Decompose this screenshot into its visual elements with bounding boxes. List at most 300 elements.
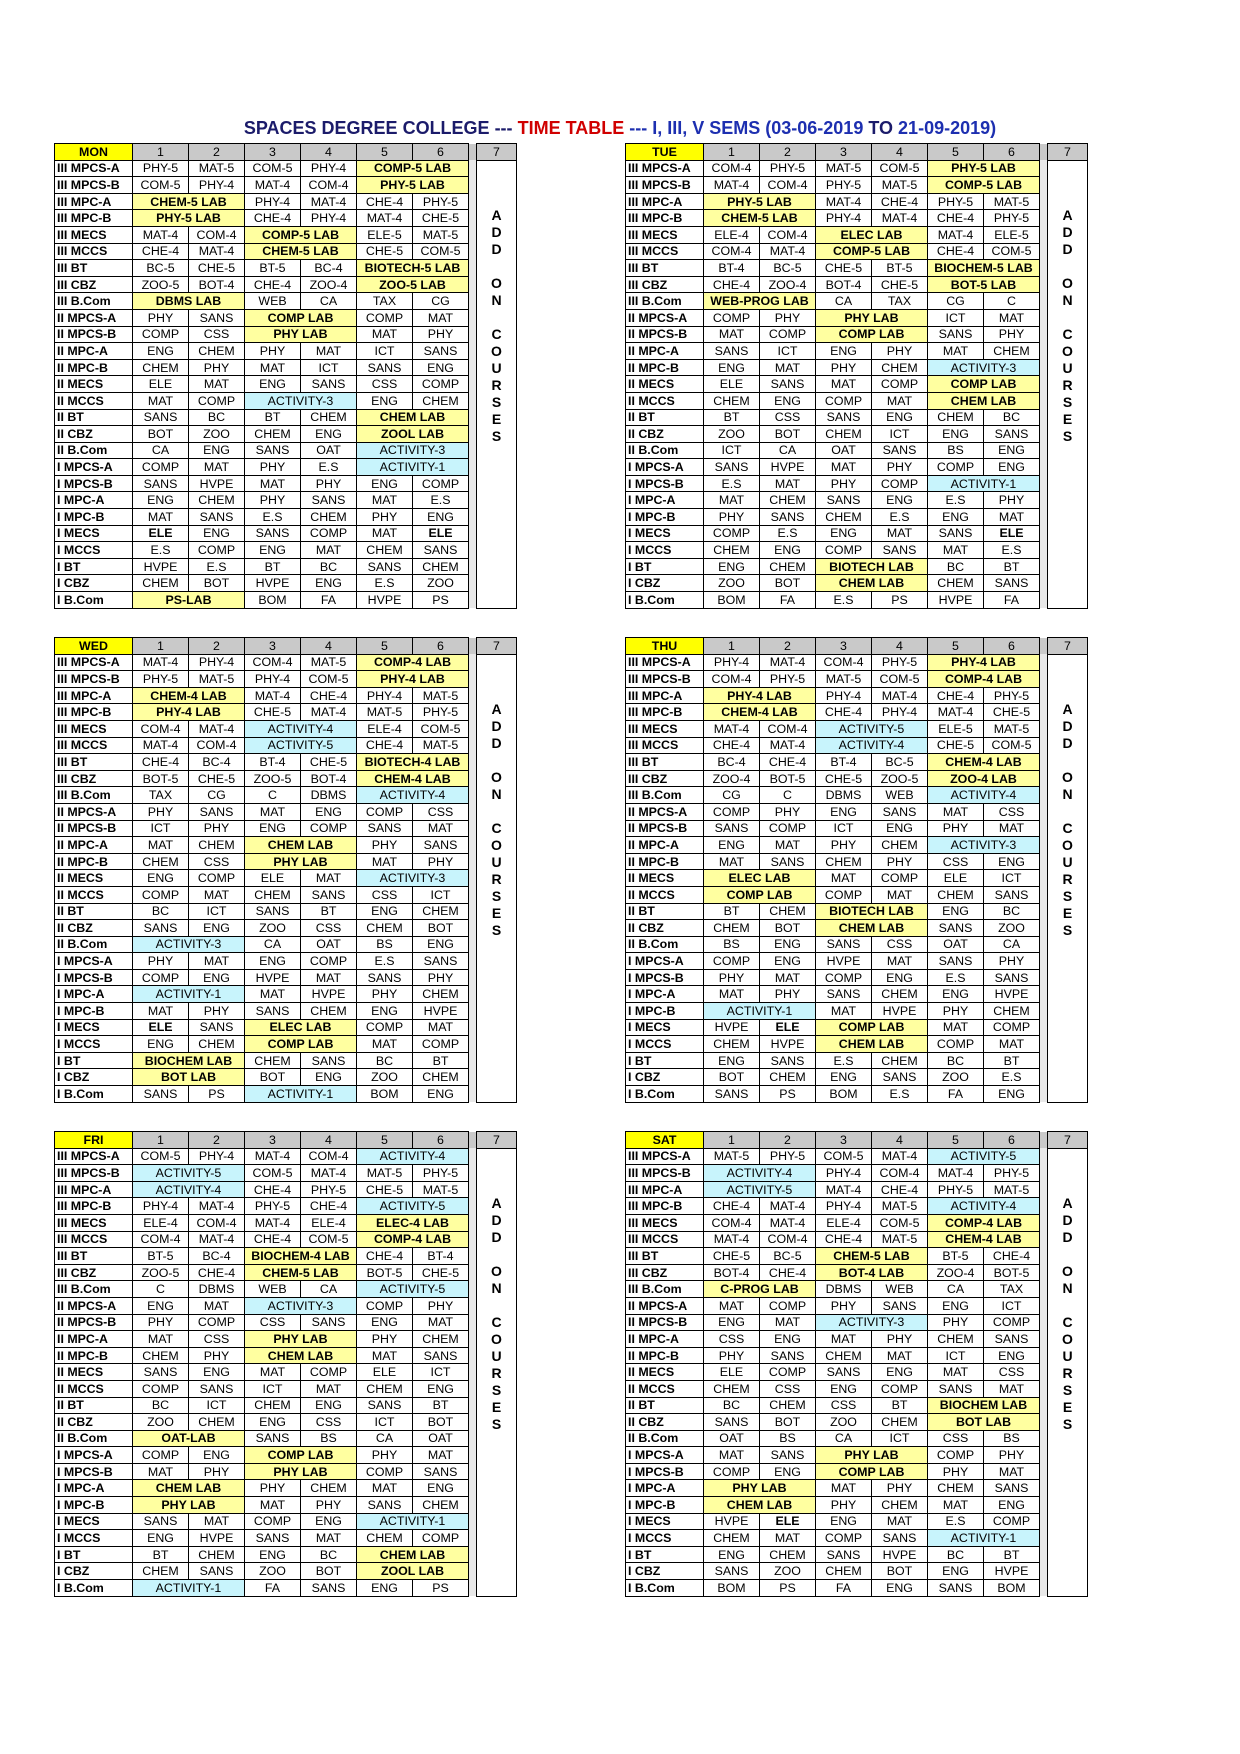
table-row [626,542,1088,559]
day-table-wed [54,637,517,1103]
subject-cell: BS [301,1430,357,1447]
subject-cell: BOM [704,1580,760,1597]
subject-cell: BT [704,903,760,920]
table-row [626,376,1088,393]
lab-slot: CHEM-4 LAB [928,1231,1040,1248]
subject-cell: SANS [760,853,816,870]
add-on-letter: R [1062,1364,1073,1381]
subject-cell: CHEM [816,1563,872,1580]
table-row [55,1447,517,1464]
add-on-courses-column [1048,1148,1088,1596]
table-row [55,1463,517,1480]
class-name: II B.Com [626,442,704,459]
subject-cell: COMP [704,525,760,542]
table-row [55,210,517,227]
subject-cell: SANS [357,558,413,575]
subject-cell: MAT-5 [816,160,872,177]
activity-slot: ACTIVITY-3 [357,870,469,887]
subject-cell: SANS [984,1331,1040,1348]
subject-cell: PHY [816,1297,872,1314]
class-name: I CBZ [626,1069,704,1086]
table-row [626,837,1088,854]
period-number: 7 [477,1132,517,1149]
period-number: 2 [760,1132,816,1149]
subject-cell: SANS [704,1414,760,1431]
class-name: II MPC-B [626,853,704,870]
subject-cell: ENG [301,1069,357,1086]
subject-cell: ENG [245,820,301,837]
subject-cell: PHY [133,1314,189,1331]
subject-cell: BOT [413,1414,469,1431]
subject-cell: CHEM [872,1497,928,1514]
subject-cell: MAT [413,1314,469,1331]
subject-cell: BT [704,409,760,426]
gap-cell [469,509,477,526]
subject-cell: ENG [301,803,357,820]
class-name: III CBZ [55,770,133,787]
table-row [55,1036,517,1053]
subject-cell: ZOO-5 [133,1264,189,1281]
subject-cell: CHE-5 [301,754,357,771]
subject-cell: OAT [928,936,984,953]
subject-cell: CHE-5 [245,704,301,721]
subject-cell: CA [760,442,816,459]
table-row [55,720,517,737]
subject-cell: ICT [189,1397,245,1414]
table-row [55,1331,517,1348]
lab-slot: PHY-4 LAB [357,671,469,688]
subject-cell: C [133,1281,189,1298]
class-name: III MECS [626,720,704,737]
activity-slot: ACTIVITY-4 [357,787,469,804]
subject-cell: PS [413,1580,469,1597]
subject-cell: CHEM [760,1546,816,1563]
gap-cell [1040,1003,1048,1020]
subject-cell: ENG [189,525,245,542]
gap-cell [1040,1052,1048,1069]
subject-cell: CSS [760,409,816,426]
subject-cell: MAT [816,376,872,393]
table-row [55,1181,517,1198]
table-row [626,193,1088,210]
class-name: I CBZ [626,1563,704,1580]
subject-cell: CHEM [357,1530,413,1547]
table-row [626,1036,1088,1053]
subject-cell: E.S [301,459,357,476]
subject-cell: E.S [928,492,984,509]
subject-cell: CHEM [357,1380,413,1397]
add-on-letter: A [1062,700,1073,717]
subject-cell: CHEM [704,920,760,937]
gap-cell [1040,1148,1048,1165]
subject-cell: E.S [984,1069,1040,1086]
table-row [626,276,1088,293]
subject-cell: MAT-4 [704,1231,760,1248]
subject-cell: BT [413,1397,469,1414]
lab-slot: PHY-5 LAB [133,210,245,227]
subject-cell: COM-5 [133,1148,189,1165]
subject-cell: WEB [872,1281,928,1298]
table-row [626,1430,1088,1447]
gap-cell [1040,920,1048,937]
subject-cell: CHE-5 [984,704,1040,721]
subject-cell: CSS [816,1397,872,1414]
gap-cell [1040,1414,1048,1431]
subject-cell: ENG [357,475,413,492]
lab-slot: CHEM-4 LAB [704,704,816,721]
table-row [626,442,1088,459]
subject-cell: MAT [984,1463,1040,1480]
lab-slot: CHEM LAB [245,837,357,854]
table-row [626,671,1088,688]
gap-cell [1040,969,1048,986]
activity-slot: ACTIVITY-3 [245,392,357,409]
subject-cell: PHY [189,1347,245,1364]
gap-cell [469,1480,477,1497]
subject-cell: MAT [413,309,469,326]
subject-cell: ENG [984,853,1040,870]
add-on-letter: S [1062,887,1073,904]
subject-cell: HVPE [928,592,984,609]
class-name: III B.Com [55,787,133,804]
class-name: I MPC-A [626,1480,704,1497]
subject-cell: PHY [984,326,1040,343]
subject-cell: CHE-5 [189,770,245,787]
subject-cell: MAT-5 [984,1181,1040,1198]
gap-cell [1040,392,1048,409]
day-table-thu [625,637,1088,1103]
subject-cell: CHEM [189,343,245,360]
lab-slot: ELEC-4 LAB [357,1214,469,1231]
subject-cell: MAT-4 [872,210,928,227]
subject-cell: MAT-4 [872,687,928,704]
gap-cell [469,787,477,804]
class-name: I MPCS-A [55,459,133,476]
gap-cell [1040,671,1048,688]
subject-cell: CHEM [816,1347,872,1364]
subject-cell: CHE-4 [301,1198,357,1215]
subject-cell: BC [189,409,245,426]
table-row [55,969,517,986]
add-on-letter: A [491,206,502,223]
subject-cell: CHEM [872,1414,928,1431]
subject-cell: ELE-5 [984,226,1040,243]
activity-slot: ACTIVITY-3 [133,936,245,953]
gap-cell [1040,1297,1048,1314]
subject-cell: ELE-4 [816,1214,872,1231]
activity-slot: ACTIVITY-1 [928,475,1040,492]
add-on-letter [478,1297,515,1314]
table-row [626,260,1088,277]
table-row [55,409,517,426]
class-name: III CBZ [55,1264,133,1281]
subject-cell: BOT [760,426,816,443]
subject-cell: MAT [704,1447,760,1464]
subject-cell: COM-5 [133,177,189,194]
subject-cell: PS [760,1580,816,1597]
add-on-courses-column [1048,654,1088,1102]
subject-cell: MAT-5 [984,193,1040,210]
subject-cell: PHY-5 [928,1181,984,1198]
subject-cell: COM-4 [760,177,816,194]
subject-cell: CHEM [189,1546,245,1563]
subject-cell: COM-5 [413,720,469,737]
gap-cell [469,1297,477,1314]
subject-cell: ENG [413,936,469,953]
lab-slot: PHY LAB [245,1331,357,1348]
table-row [626,737,1088,754]
lab-slot: PHY LAB [704,1480,816,1497]
table-row [626,1052,1088,1069]
add-on-letter: O [491,768,502,785]
subject-cell: COMP [816,542,872,559]
class-name: II MECS [55,1364,133,1381]
gap-cell [469,160,477,177]
subject-cell: MAT [872,1513,928,1530]
gap-cell [469,1563,477,1580]
gap-cell [1040,210,1048,227]
subject-cell: CHEM [245,426,301,443]
subject-cell: MAT [357,1347,413,1364]
subject-cell: MAT-5 [357,704,413,721]
gap-cell [1040,359,1048,376]
gap-cell [469,820,477,837]
subject-cell: OAT [413,1430,469,1447]
lab-slot: COMP LAB [245,1036,357,1053]
gap-cell [469,1052,477,1069]
subject-cell: PHY [413,853,469,870]
subject-cell: SANS [413,343,469,360]
gap-cell [469,1530,477,1547]
table-row [626,210,1088,227]
subject-cell: CSS [413,803,469,820]
gap-cell [1040,953,1048,970]
subject-cell: PHY-4 [816,1198,872,1215]
subject-cell: PHY [301,475,357,492]
day-table-tue [625,143,1088,609]
lab-slot: BOT-4 LAB [816,1264,928,1281]
subject-cell: ICT [133,820,189,837]
subject-cell: SANS [245,525,301,542]
gap-cell [1040,459,1048,476]
subject-cell: PHY [816,475,872,492]
subject-cell: MAT-5 [872,1231,928,1248]
subject-cell: PHY [872,1331,928,1348]
gap-cell [469,870,477,887]
gap-cell [469,1331,477,1348]
period-number: 4 [301,638,357,655]
subject-cell: PHY-5 [928,193,984,210]
subject-cell: CSS [357,376,413,393]
subject-cell: ENG [189,442,245,459]
add-on-courses-column [477,654,517,1102]
gap-cell [1040,886,1048,903]
subject-cell: BS [357,936,413,953]
period-number: 4 [872,1132,928,1149]
table-row [626,1297,1088,1314]
table-row [626,1480,1088,1497]
subject-cell: BT-5 [928,1248,984,1265]
subject-cell: ENG [760,1331,816,1348]
activity-slot: ACTIVITY-1 [133,1580,245,1597]
subject-cell: SANS [760,509,816,526]
table-row [626,1380,1088,1397]
class-name: II MCCS [55,1380,133,1397]
class-name: I MECS [55,1019,133,1036]
table-row [55,1052,517,1069]
add-on-courses-column [477,160,517,608]
subject-cell: CHE-5 [872,276,928,293]
subject-cell: HVPE [816,953,872,970]
subject-cell: MAT [357,525,413,542]
gap-cell [1040,575,1048,592]
date-to-label: TO [868,118,894,138]
table-row [55,442,517,459]
subject-cell: BOT [189,575,245,592]
table-row [55,1165,517,1182]
day-name: FRI [55,1132,133,1149]
subject-cell: ENG [704,1052,760,1069]
subject-cell: ENG [760,392,816,409]
subject-cell: ICT [872,426,928,443]
college-name: SPACES DEGREE COLLEGE --- [243,118,513,138]
subject-cell: E.S [760,525,816,542]
class-name: II MPC-B [55,853,133,870]
gap-cell [469,1003,477,1020]
subject-cell: BOM [357,1086,413,1103]
subject-cell: MAT [133,509,189,526]
subject-cell: ZOO-5 [872,770,928,787]
gap-cell [469,1414,477,1431]
gap-cell [469,853,477,870]
subject-cell: ENG [189,1364,245,1381]
subject-cell: BT [245,558,301,575]
class-name: I MPCS-A [626,1447,704,1464]
activity-slot: ACTIVITY-5 [816,720,928,737]
subject-cell: ZOO-4 [928,1264,984,1281]
subject-cell: ELE-4 [133,1214,189,1231]
subject-cell: MAT [301,343,357,360]
subject-cell: ELE [760,1019,816,1036]
class-name: II MPCS-A [55,1297,133,1314]
subject-cell: ZOO-5 [245,770,301,787]
table-row [626,1530,1088,1547]
gap-cell [469,969,477,986]
class-name: III CBZ [626,1264,704,1281]
class-name: II CBZ [55,920,133,937]
subject-cell: FA [928,1086,984,1103]
subject-cell: BC-5 [760,260,816,277]
subject-cell: COMP [984,1314,1040,1331]
subject-cell: PHY [357,509,413,526]
gap-cell [1040,687,1048,704]
class-name: II MCCS [626,392,704,409]
gap-cell [469,260,477,277]
period-number: 2 [189,638,245,655]
gap-cell [1040,1430,1048,1447]
gap-cell [1040,1380,1048,1397]
gap-cell [1040,787,1048,804]
subject-cell: ICT [245,1380,301,1397]
add-on-letter: D [1062,240,1073,257]
table-row [626,1546,1088,1563]
subject-cell: ZOO [704,426,760,443]
subject-cell: ENG [133,492,189,509]
class-name: II BT [55,1397,133,1414]
class-name: III BT [626,754,704,771]
class-name: II MPC-A [626,837,704,854]
subject-cell: CHE-4 [357,193,413,210]
class-name: II BT [626,409,704,426]
subject-cell: OAT [301,936,357,953]
subject-cell: CA [301,1281,357,1298]
activity-slot: ACTIVITY-5 [357,1281,469,1298]
table-row [626,392,1088,409]
subject-cell: CSS [301,1414,357,1431]
subject-cell: E.S [189,558,245,575]
class-name: II MPC-A [55,837,133,854]
subject-cell: CHEM [245,1052,301,1069]
subject-cell: BS [760,1430,816,1447]
gap-cell [469,1086,477,1103]
lab-slot: BIOCHEM LAB [928,1397,1040,1414]
period-header-row [55,1132,517,1149]
subject-cell: MAT-4 [245,177,301,194]
subject-cell: SANS [413,837,469,854]
add-on-letter: O [491,1330,502,1347]
lab-slot: CHEM LAB [704,1497,816,1514]
table-row [626,1264,1088,1281]
subject-cell: ENG [301,1397,357,1414]
table-row [626,1198,1088,1215]
lab-slot: PHY-5 LAB [928,160,1040,177]
period-number: 2 [189,144,245,161]
add-on-letter: E [1062,410,1073,427]
table-row [55,459,517,476]
gap-cell [469,392,477,409]
subject-cell: CHE-4 [872,193,928,210]
gap-cell [1040,409,1048,426]
subject-cell: SANS [301,886,357,903]
lab-slot: PHY-4 LAB [928,654,1040,671]
lab-slot: CHEM LAB [133,1480,245,1497]
subject-cell: BC [133,1397,189,1414]
subject-cell: PS [760,1086,816,1103]
add-on-letter: S [1062,393,1073,410]
subject-cell: SANS [189,1563,245,1580]
subject-cell: ENG [357,1314,413,1331]
class-name: I MPCS-B [626,475,704,492]
add-on-letter: O [491,836,502,853]
table-row [55,1086,517,1103]
subject-cell: MAT [357,326,413,343]
subject-cell: CA [816,293,872,310]
subject-cell: CHE-4 [357,1248,413,1265]
table-row [55,309,517,326]
subject-cell: CG [189,787,245,804]
gap-cell [1040,326,1048,343]
subject-cell: BOT-5 [357,1264,413,1281]
gap-cell [469,177,477,194]
subject-cell: ICT [816,820,872,837]
class-name: II MECS [626,376,704,393]
class-name: I BT [55,1546,133,1563]
subject-cell: SANS [301,1314,357,1331]
add-on-letter: O [1062,274,1073,291]
gap-cell [1040,1086,1048,1103]
add-on-letter [1049,258,1086,275]
gap-cell [1040,1463,1048,1480]
